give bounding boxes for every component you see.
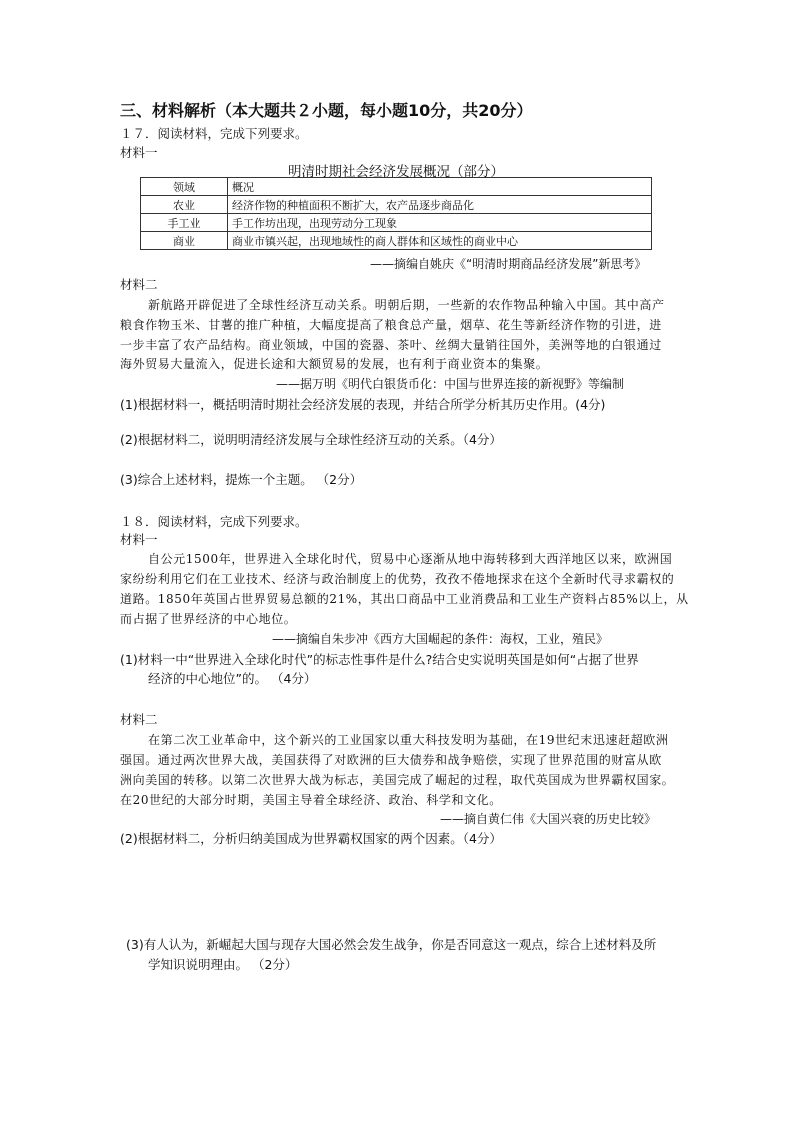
q18-subquestion-1-line-2: 经济的中心地位”的。 （4分） bbox=[148, 671, 317, 686]
table-cell-overview: 商业市镇兴起，出现地域性的商人群体和区域性的商业中心 bbox=[228, 232, 652, 250]
table-row bbox=[141, 214, 652, 232]
table-header-row bbox=[141, 178, 652, 196]
q18-material-2-label: 材料二 bbox=[120, 712, 158, 727]
q18-material-1-line: 而占据了世界经济的中心地位。 bbox=[120, 612, 297, 626]
table-cell-overview: 手工作坊出现，出现劳动分工现象 bbox=[228, 214, 652, 232]
q18-material-1-line: 自公元1500年，世界进入全球化时代，贸易中心逐渐从地中海转移到大西洋地区以来，欧洲国 bbox=[148, 552, 673, 566]
table-cell-overview: 经济作物的种植面积不断扩大，农产品逐步商品化 bbox=[228, 196, 652, 214]
q18-subquestion-2: (2)根据材料二，分析归纳美国成为世界霸权国家的两个因素。（4分） bbox=[120, 831, 502, 846]
q18-material-1-line: 道路。1850年英国占世界贸易总额的21%，其出口商品中工业消费品和工业生产资料占85%以上，从 bbox=[120, 592, 689, 606]
q18-subquestion-3-line-2: 学知识说明理由。 （2分） bbox=[148, 957, 298, 972]
table-cell-domain: 手工业 bbox=[141, 214, 228, 232]
q18-material-1-source: ——摘编自朱步冲《西方大国崛起的条件：海权，工业，殖民》 bbox=[272, 632, 609, 646]
question-17-number: １７．阅读材料，完成下列要求。 bbox=[120, 126, 308, 141]
q18-material-2-line: 强国。通过两次世界大战，美国获得了对欧洲的巨大债券和战争赔偿，实现了世界范围的财富从欧 bbox=[120, 753, 662, 767]
q17-material-2-line: 粮食作物玉米、甘薯的推广种植，大幅度提高了粮食总产量，烟草、花生等新经济作物的引进，进 bbox=[120, 318, 662, 332]
q17-table-title: 明清时期社会经济发展概况（部分） bbox=[288, 164, 504, 180]
q18-material-2-line: 在第二次工业革命中，这个新兴的工业国家以重大科技发明为基础，在19世纪末迅速赶超欧洲 bbox=[148, 733, 669, 747]
q17-material-2-line: 新航路开辟促进了全球性经济互动关系。明朝后期，一些新的农作物品种输入中国。其中高产 bbox=[148, 298, 665, 312]
q18-material-2-source: ——摘自黄仁伟《大国兴衰的历史比较》 bbox=[440, 812, 657, 826]
question-18-number: １８．阅读材料，完成下列要求。 bbox=[120, 514, 308, 529]
q17-table-source: ——摘编自姚庆《“明清时期商品经济发展”新思考》 bbox=[370, 257, 647, 271]
q18-material-2-line: 在20世纪的大部分时期，美国主导着全球经济、政治、科学和文化。 bbox=[120, 793, 502, 807]
q17-material-2-source: ——据万明《明代白银货币化：中国与世界连接的新视野》等编制 bbox=[276, 377, 625, 391]
q17-material-2-line: 海外贸易大量流入，促进长途和大额贸易的发展，也有利于商业资本的集聚。 bbox=[120, 357, 549, 371]
q18-subquestion-3-line-1: (3)有人认为，新崛起大国与现存大国必然会发生战争，你是否同意这一观点，综合上述材料及所 bbox=[126, 937, 657, 952]
q18-material-1-label: 材料一 bbox=[120, 532, 158, 547]
q17-subquestion-2: (2)根据材料二，说明明清经济发展与全球性经济互动的关系。（4分） bbox=[120, 432, 502, 447]
section-title: 三、材料解析（本大题共２小题，每小题10分，共20分） bbox=[120, 101, 533, 120]
q18-material-2-line: 洲向美国的转移。以第二次世界大战为标志，美国完成了崛起的过程，取代英国成为世界霸权国家。 bbox=[120, 773, 675, 787]
q17-subquestion-1: (1)根据材料一，概括明清时期社会经济发展的表现，并结合所学分析其历史作用。(4分) bbox=[120, 397, 606, 412]
q17-material-2-line: 一步丰富了农产品结构。商业领域，中国的瓷器、茶叶、丝绸大量销往国外，美洲等地的白银通过 bbox=[120, 338, 662, 352]
table-header-cell: 领域 bbox=[141, 178, 228, 196]
q18-subquestion-1-line-1: (1)材料一中“世界进入全球化时代”的标志性事件是什么?结合史实说明英国是如何“占据了世界 bbox=[120, 652, 639, 667]
economic-overview-table bbox=[140, 177, 652, 250]
q17-subquestion-3: (3)综合上述材料，提炼一个主题。 （2分） bbox=[120, 472, 363, 487]
q17-material-2-label: 材料二 bbox=[120, 277, 158, 292]
q17-material-1-label: 材料一 bbox=[120, 145, 158, 160]
table-row bbox=[141, 232, 652, 250]
q18-material-1-line: 家纷纷利用它们在工业技术、经济与政治制度上的优势，孜孜不倦地探求在这个全新时代寻求霸权的 bbox=[120, 572, 675, 586]
table-header-cell: 概况 bbox=[228, 178, 652, 196]
table-cell-domain: 农业 bbox=[141, 196, 228, 214]
table-cell-domain: 商业 bbox=[141, 232, 228, 250]
table-row bbox=[141, 196, 652, 214]
